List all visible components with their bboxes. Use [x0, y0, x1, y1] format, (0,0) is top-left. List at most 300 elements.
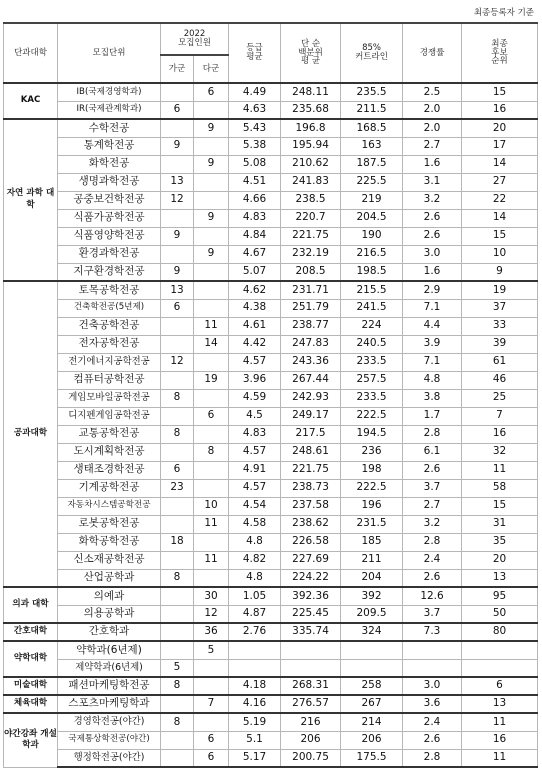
percentile-average-cell: 268.31 [281, 677, 341, 695]
table-row [4, 479, 538, 497]
percentile-average-cell: 208.5 [281, 263, 341, 281]
competition-rate-cell: 2.7 [403, 137, 462, 155]
final-rank-cell: 14 [462, 209, 538, 227]
table-row [4, 677, 538, 695]
final-rank-cell: 16 [462, 425, 538, 443]
competition-rate-cell: 2.8 [403, 425, 462, 443]
grade-average-cell: 4.38 [229, 299, 281, 317]
table-row [4, 155, 538, 173]
table-row [4, 407, 538, 425]
unit-cell: 국제통상학전공(야간) [58, 731, 161, 749]
percentile-average-cell: 248.11 [281, 83, 341, 101]
da-quota-cell [194, 101, 229, 119]
percentile-average-cell: 335.74 [281, 623, 341, 641]
percentile-average-cell [281, 659, 341, 677]
da-quota-cell: 7 [194, 695, 229, 713]
ga-quota-cell [161, 119, 194, 137]
cutline-cell: 175.5 [341, 749, 403, 767]
college-cell: 의과 대학 [4, 587, 58, 623]
percentile-average-cell: 238.62 [281, 515, 341, 533]
percentile-average-cell: 238.77 [281, 317, 341, 335]
unit-cell: 교통공학전공 [58, 425, 161, 443]
final-rank-cell: 32 [462, 443, 538, 461]
percentile-average-cell: 251.79 [281, 299, 341, 317]
percentile-average-cell: 248.61 [281, 443, 341, 461]
percentile-average-cell: 238.73 [281, 479, 341, 497]
unit-cell: 신소재공학전공 [58, 551, 161, 569]
final-rank-cell: 13 [462, 569, 538, 587]
grade-average-cell: 4.84 [229, 227, 281, 245]
final-rank-cell: 20 [462, 119, 538, 137]
ga-quota-cell: 12 [161, 353, 194, 371]
table-row [4, 245, 538, 263]
competition-rate-cell: 2.8 [403, 749, 462, 767]
unit-cell: 화학공학전공 [58, 533, 161, 551]
ga-quota-cell [161, 155, 194, 173]
header-quota: 2022 모집인원 [161, 23, 229, 55]
competition-rate-cell: 3.8 [403, 389, 462, 407]
competition-rate-cell: 2.6 [403, 227, 462, 245]
grade-average-cell: 4.51 [229, 173, 281, 191]
competition-rate-cell: 7.1 [403, 353, 462, 371]
ga-quota-cell: 8 [161, 389, 194, 407]
table-row [4, 605, 538, 623]
grade-average-cell: 4.8 [229, 533, 281, 551]
unit-cell: 환경과학전공 [58, 245, 161, 263]
unit-cell: 의용공학과 [58, 605, 161, 623]
table-row [4, 371, 538, 389]
percentile-average-cell: 196.8 [281, 119, 341, 137]
competition-rate-cell: 3.0 [403, 677, 462, 695]
competition-rate-cell: 2.6 [403, 569, 462, 587]
ga-quota-cell: 9 [161, 263, 194, 281]
da-quota-cell [194, 425, 229, 443]
percentile-average-cell: 227.69 [281, 551, 341, 569]
cutline-cell [341, 659, 403, 677]
da-quota-cell: 11 [194, 551, 229, 569]
da-quota-cell [194, 227, 229, 245]
ga-quota-cell [161, 83, 194, 101]
ga-quota-cell: 23 [161, 479, 194, 497]
competition-rate-cell: 2.4 [403, 551, 462, 569]
percentile-average-cell: 235.68 [281, 101, 341, 119]
competition-rate-cell: 3.2 [403, 515, 462, 533]
grade-average-cell: 5.38 [229, 137, 281, 155]
table-row [4, 623, 538, 641]
table-row [4, 389, 538, 407]
grade-average-cell: 5.19 [229, 713, 281, 731]
final-rank-cell: 25 [462, 389, 538, 407]
final-rank-cell: 16 [462, 731, 538, 749]
final-rank-cell: 20 [462, 551, 538, 569]
da-quota-cell: 36 [194, 623, 229, 641]
table-row [4, 551, 538, 569]
final-rank-cell: 61 [462, 353, 538, 371]
da-quota-cell: 10 [194, 497, 229, 515]
cutline-cell: 222.5 [341, 479, 403, 497]
college-cell: KAC [4, 83, 58, 119]
competition-rate-cell: 3.0 [403, 245, 462, 263]
final-rank-cell: 17 [462, 137, 538, 155]
table-row [4, 497, 538, 515]
percentile-average-cell: 195.94 [281, 137, 341, 155]
cutline-cell: 236 [341, 443, 403, 461]
ga-quota-cell: 9 [161, 137, 194, 155]
ga-quota-cell [161, 551, 194, 569]
da-quota-cell [194, 137, 229, 155]
ga-quota-cell: 6 [161, 101, 194, 119]
final-rank-cell [462, 641, 538, 659]
competition-rate-cell: 2.8 [403, 533, 462, 551]
grade-average-cell: 4.42 [229, 335, 281, 353]
college-cell: 간호대학 [4, 623, 58, 641]
grade-average-cell: 5.43 [229, 119, 281, 137]
competition-rate-cell: 3.9 [403, 335, 462, 353]
da-quota-cell: 30 [194, 587, 229, 605]
competition-rate-cell: 4.4 [403, 317, 462, 335]
cutline-cell: 233.5 [341, 353, 403, 371]
competition-rate-cell: 3.6 [403, 695, 462, 713]
competition-rate-cell [403, 659, 462, 677]
final-rank-cell: 31 [462, 515, 538, 533]
unit-cell: 전기에너지공학전공 [58, 353, 161, 371]
final-rank-cell: 15 [462, 497, 538, 515]
competition-rate-cell: 2.9 [403, 281, 462, 299]
unit-cell: 행정학전공(야간) [58, 749, 161, 767]
college-cell: 야간강좌 개설학과 [4, 713, 58, 767]
da-quota-cell [194, 713, 229, 731]
college-cell: 공과대학 [4, 281, 58, 587]
cutline-cell: 198.5 [341, 263, 403, 281]
unit-cell: 컴퓨터공학전공 [58, 371, 161, 389]
percentile-average-cell: 221.75 [281, 227, 341, 245]
competition-rate-cell: 6.1 [403, 443, 462, 461]
da-quota-cell [194, 533, 229, 551]
table-row [4, 119, 538, 137]
final-rank-cell: 14 [462, 155, 538, 173]
ga-quota-cell [161, 335, 194, 353]
percentile-average-cell: 225.45 [281, 605, 341, 623]
header-da-group: 다군 [194, 55, 229, 83]
ga-quota-cell [161, 443, 194, 461]
final-rank-cell: 6 [462, 677, 538, 695]
da-quota-cell [194, 299, 229, 317]
header-grade-average: 등급 평균 [229, 23, 281, 83]
ga-quota-cell: 13 [161, 173, 194, 191]
percentile-average-cell: 392.36 [281, 587, 341, 605]
cutline-cell: 257.5 [341, 371, 403, 389]
percentile-average-cell: 237.58 [281, 497, 341, 515]
final-rank-cell: 37 [462, 299, 538, 317]
competition-rate-cell: 2.4 [403, 713, 462, 731]
da-quota-cell: 5 [194, 641, 229, 659]
da-quota-cell: 9 [194, 155, 229, 173]
grade-average-cell: 4.83 [229, 425, 281, 443]
college-cell: 약학대학 [4, 641, 58, 677]
table-row [4, 137, 538, 155]
da-quota-cell [194, 263, 229, 281]
table-row [4, 659, 538, 677]
cutline-cell [341, 641, 403, 659]
header-unit: 모집단위 [58, 23, 161, 83]
table-row [4, 533, 538, 551]
cutline-cell: 204 [341, 569, 403, 587]
da-quota-cell [194, 461, 229, 479]
da-quota-cell [194, 659, 229, 677]
ga-quota-cell: 8 [161, 713, 194, 731]
da-quota-cell [194, 191, 229, 209]
final-rank-cell: 80 [462, 623, 538, 641]
da-quota-cell: 19 [194, 371, 229, 389]
ga-quota-cell: 8 [161, 569, 194, 587]
ga-quota-cell [161, 731, 194, 749]
table-row [4, 461, 538, 479]
grade-average-cell: 5.17 [229, 749, 281, 767]
header-college: 단과대학 [4, 23, 58, 83]
cutline-cell: 216.5 [341, 245, 403, 263]
table-row [4, 353, 538, 371]
cutline-cell: 168.5 [341, 119, 403, 137]
unit-cell: 약학과(6년제) [58, 641, 161, 659]
ga-quota-cell: 9 [161, 227, 194, 245]
percentile-average-cell: 232.19 [281, 245, 341, 263]
unit-cell: 건축학전공(5년제) [58, 299, 161, 317]
unit-cell: IB(국제경영학과) [58, 83, 161, 101]
cutline-cell: 222.5 [341, 407, 403, 425]
admission-results-table [3, 22, 538, 768]
competition-rate-cell: 1.6 [403, 263, 462, 281]
cutline-cell: 214 [341, 713, 403, 731]
cutline-cell: 185 [341, 533, 403, 551]
header-ga-group: 가군 [161, 55, 194, 83]
grade-average-cell: 2.76 [229, 623, 281, 641]
table-row [4, 101, 538, 119]
ga-quota-cell [161, 749, 194, 767]
grade-average-cell: 4.59 [229, 389, 281, 407]
competition-rate-cell: 7.1 [403, 299, 462, 317]
grade-average-cell: 4.91 [229, 461, 281, 479]
table-row [4, 425, 538, 443]
grade-average-cell: 4.57 [229, 479, 281, 497]
percentile-average-cell: 241.83 [281, 173, 341, 191]
cutline-cell: 392 [341, 587, 403, 605]
ga-quota-cell [161, 371, 194, 389]
percentile-average-cell: 200.75 [281, 749, 341, 767]
ga-quota-cell [161, 317, 194, 335]
competition-rate-cell: 1.6 [403, 155, 462, 173]
grade-average-cell: 4.66 [229, 191, 281, 209]
cutline-cell: 209.5 [341, 605, 403, 623]
unit-cell: 수학전공 [58, 119, 161, 137]
table-row [4, 83, 538, 101]
unit-cell: 의예과 [58, 587, 161, 605]
final-rank-cell: 50 [462, 605, 538, 623]
competition-rate-cell: 7.3 [403, 623, 462, 641]
unit-cell: 경영학전공(야간) [58, 713, 161, 731]
final-rank-cell: 27 [462, 173, 538, 191]
grade-average-cell: 4.54 [229, 497, 281, 515]
college-cell: 체육대학 [4, 695, 58, 713]
grade-average-cell: 4.82 [229, 551, 281, 569]
table-body [4, 83, 538, 767]
table-row [4, 641, 538, 659]
percentile-average-cell: 238.5 [281, 191, 341, 209]
da-quota-cell [194, 281, 229, 299]
ga-quota-cell: 13 [161, 281, 194, 299]
grade-average-cell: 5.08 [229, 155, 281, 173]
competition-rate-cell: 1.7 [403, 407, 462, 425]
competition-rate-cell: 2.5 [403, 83, 462, 101]
ga-quota-cell: 12 [161, 191, 194, 209]
final-rank-cell: 10 [462, 245, 538, 263]
table-row [4, 731, 538, 749]
competition-rate-cell: 3.7 [403, 605, 462, 623]
table-row [4, 335, 538, 353]
ga-quota-cell: 18 [161, 533, 194, 551]
da-quota-cell: 6 [194, 83, 229, 101]
final-rank-cell [462, 659, 538, 677]
cutline-cell: 233.5 [341, 389, 403, 407]
da-quota-cell [194, 389, 229, 407]
da-quota-cell: 9 [194, 245, 229, 263]
grade-average-cell [229, 659, 281, 677]
unit-cell: 간호학과 [58, 623, 161, 641]
final-rank-cell: 33 [462, 317, 538, 335]
ga-quota-cell [161, 515, 194, 533]
cutline-cell: 196 [341, 497, 403, 515]
cutline-cell: 211 [341, 551, 403, 569]
unit-cell: 공중보건학전공 [58, 191, 161, 209]
competition-rate-cell: 2.6 [403, 731, 462, 749]
grade-average-cell: 1.05 [229, 587, 281, 605]
unit-cell: 전자공학전공 [58, 335, 161, 353]
table-row [4, 569, 538, 587]
percentile-average-cell: 267.44 [281, 371, 341, 389]
da-quota-cell: 11 [194, 317, 229, 335]
final-rank-cell: 15 [462, 83, 538, 101]
unit-cell: 자동차시스템공학전공 [58, 497, 161, 515]
header-competition-rate: 경쟁률 [403, 23, 462, 83]
table-row [4, 749, 538, 767]
ga-quota-cell: 8 [161, 425, 194, 443]
grade-average-cell: 4.63 [229, 101, 281, 119]
basis-note: 최종등록자 기준 [473, 8, 534, 18]
cutline-cell: 211.5 [341, 101, 403, 119]
percentile-average-cell: 226.58 [281, 533, 341, 551]
unit-cell: 로봇공학전공 [58, 515, 161, 533]
cutline-cell: 241.5 [341, 299, 403, 317]
grade-average-cell: 4.57 [229, 443, 281, 461]
competition-rate-cell: 3.1 [403, 173, 462, 191]
percentile-average-cell: 247.83 [281, 335, 341, 353]
grade-average-cell: 4.8 [229, 569, 281, 587]
grade-average-cell: 3.96 [229, 371, 281, 389]
percentile-average-cell: 210.62 [281, 155, 341, 173]
percentile-average-cell: 216 [281, 713, 341, 731]
cutline-cell: 267 [341, 695, 403, 713]
competition-rate-cell: 4.8 [403, 371, 462, 389]
ga-quota-cell [161, 497, 194, 515]
table-row [4, 227, 538, 245]
grade-average-cell: 4.62 [229, 281, 281, 299]
final-rank-cell: 13 [462, 695, 538, 713]
table-row [4, 263, 538, 281]
unit-cell: 통계학전공 [58, 137, 161, 155]
unit-cell: 식품가공학전공 [58, 209, 161, 227]
cutline-cell: 219 [341, 191, 403, 209]
da-quota-cell: 11 [194, 515, 229, 533]
unit-cell: 생명과학전공 [58, 173, 161, 191]
grade-average-cell: 4.58 [229, 515, 281, 533]
percentile-average-cell: 242.93 [281, 389, 341, 407]
table-row [4, 299, 538, 317]
ga-quota-cell: 5 [161, 659, 194, 677]
competition-rate-cell [403, 641, 462, 659]
college-cell: 미술대학 [4, 677, 58, 695]
grade-average-cell [229, 641, 281, 659]
percentile-average-cell: 231.71 [281, 281, 341, 299]
competition-rate-cell: 2.6 [403, 209, 462, 227]
final-rank-cell: 22 [462, 191, 538, 209]
final-rank-cell: 9 [462, 263, 538, 281]
cutline-cell: 163 [341, 137, 403, 155]
unit-cell: 패션마케팅학전공 [58, 677, 161, 695]
final-rank-cell: 7 [462, 407, 538, 425]
table-row [4, 281, 538, 299]
unit-cell: 제약학과(6년제) [58, 659, 161, 677]
unit-cell: IR(국제관계학과) [58, 101, 161, 119]
table-row [4, 695, 538, 713]
da-quota-cell: 14 [194, 335, 229, 353]
grade-average-cell: 4.49 [229, 83, 281, 101]
unit-cell: 도시계획학전공 [58, 443, 161, 461]
final-rank-cell: 19 [462, 281, 538, 299]
table-row [4, 191, 538, 209]
cutline-cell: 215.5 [341, 281, 403, 299]
unit-cell: 식품영양학전공 [58, 227, 161, 245]
cutline-cell: 231.5 [341, 515, 403, 533]
final-rank-cell: 16 [462, 101, 538, 119]
da-quota-cell [194, 173, 229, 191]
unit-cell: 토목공학전공 [58, 281, 161, 299]
table-row [4, 515, 538, 533]
cutline-cell: 225.5 [341, 173, 403, 191]
da-quota-cell: 12 [194, 605, 229, 623]
final-rank-cell: 46 [462, 371, 538, 389]
grade-average-cell: 4.87 [229, 605, 281, 623]
grade-average-cell: 4.67 [229, 245, 281, 263]
percentile-average-cell: 276.57 [281, 695, 341, 713]
da-quota-cell [194, 569, 229, 587]
table-row [4, 317, 538, 335]
unit-cell: 산업공학과 [58, 569, 161, 587]
college-cell: 자연 과학 대학 [4, 119, 58, 281]
grade-average-cell: 4.16 [229, 695, 281, 713]
cutline-cell: 235.5 [341, 83, 403, 101]
percentile-average-cell: 206 [281, 731, 341, 749]
grade-average-cell: 4.5 [229, 407, 281, 425]
ga-quota-cell [161, 209, 194, 227]
final-rank-cell: 39 [462, 335, 538, 353]
unit-cell: 기계공학전공 [58, 479, 161, 497]
cutline-cell: 198 [341, 461, 403, 479]
ga-quota-cell [161, 587, 194, 605]
da-quota-cell [194, 677, 229, 695]
percentile-average-cell: 243.36 [281, 353, 341, 371]
competition-rate-cell: 2.7 [403, 497, 462, 515]
final-rank-cell: 11 [462, 749, 538, 767]
unit-cell: 건축공학전공 [58, 317, 161, 335]
